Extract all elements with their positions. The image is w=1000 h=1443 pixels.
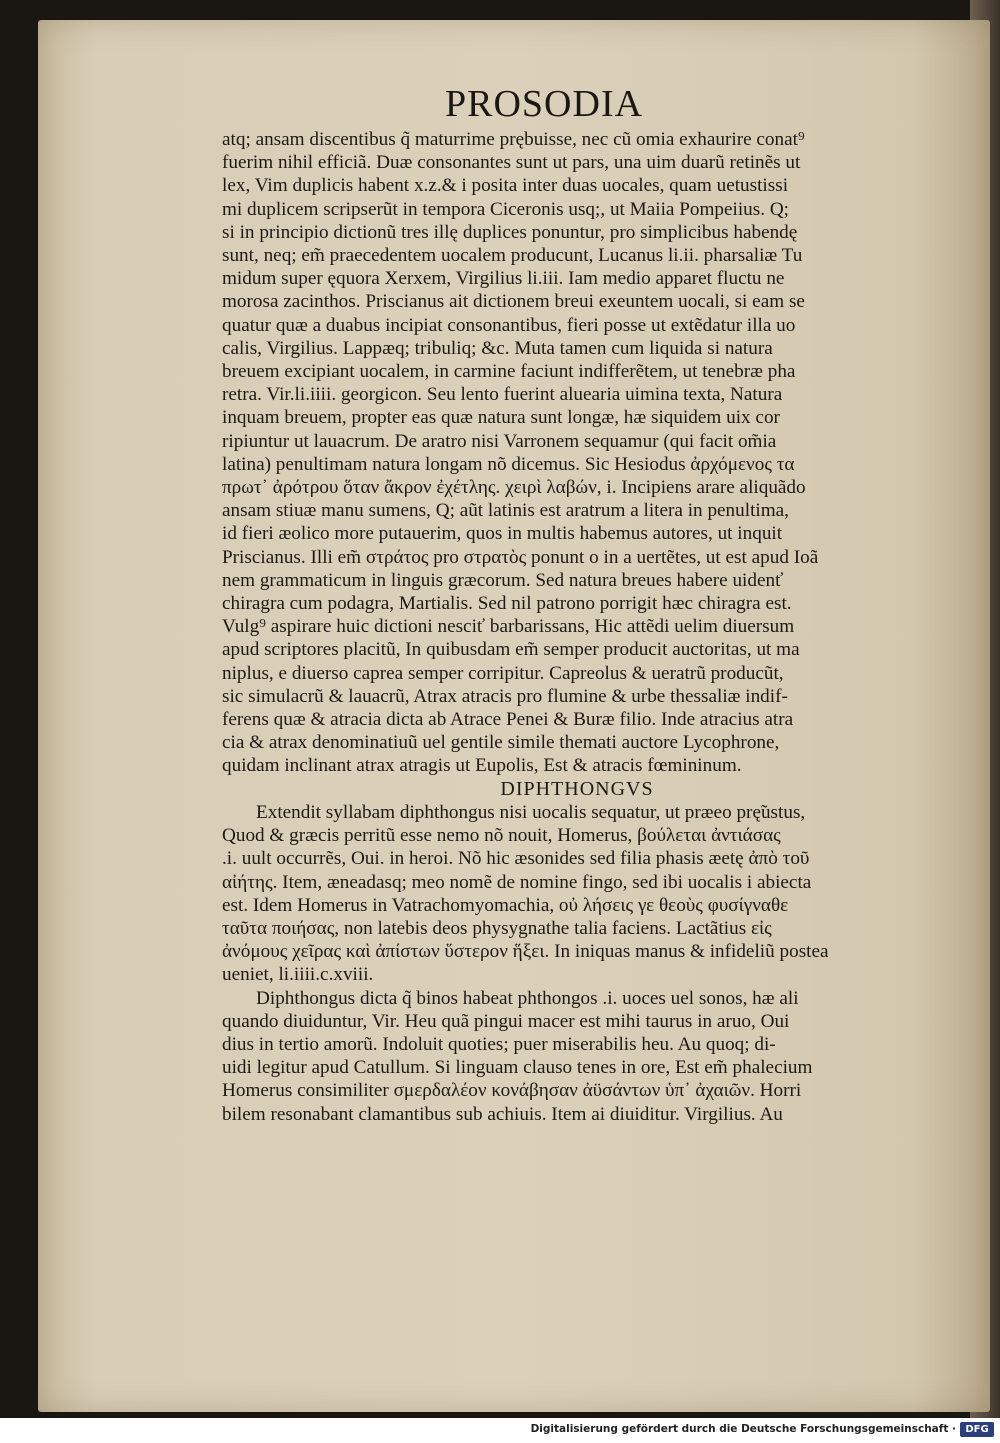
text-line: ταῦτα ποιήσας, non latebis deos physygnathe talia faciens. Lactãtius εἰς — [222, 917, 772, 939]
text-line: sunt, neq; em̃ praecedentem uocalem producunt, Lucanus li.ii. pharsaliæ Tu — [222, 245, 803, 267]
text-line: Priscianus. Illi em̃ στράτος pro στρατὸς ponunt o in a uertẽtes, ut est apud Ioã — [222, 546, 819, 568]
text-line: uidi legitur apud Catullum. Si linguam clauso tenes in ore, Est em̃ phalecium — [222, 1057, 813, 1079]
text-line: ripiuntur ut lauacrum. De aratro nisi Varronem sequamur (qui facit om̃ia — [222, 430, 777, 452]
text-line: ἀνόμους χεῖρας καὶ ἀπίστων ὕστερον ἥξει. In iniquas manus & infideliũ postea — [222, 941, 829, 963]
text-line: bilem resonabant clamantibus sub achiuis. Item ai diuiditur. Virgilius. Au — [222, 1103, 783, 1125]
text-line: morosa zacinthos. Priscianus ait dictionem breui exeuntem uocali, si eam se — [222, 291, 805, 313]
text-line: si in principio dictionũ tres illę duplices ponuntur, pro simplicibus habendę — [222, 221, 798, 243]
page-text — [222, 128, 912, 1126]
text-line: Extendit syllabam diphthongus nisi uocalis sequatur, ut præeo prę̃ustus, — [256, 801, 806, 823]
text-line: ueniet, li.iiii.c.xviii. — [222, 964, 374, 986]
text-line: dius in tertio amorũ. Indoluit quoties; puer miserabilis heu. Au quoq; di- — [222, 1033, 776, 1055]
text-line: latina) penultimam natura longam nõ dicemus. Sic Hesiodus ἀρχόμενος τα — [222, 453, 795, 475]
text-line: Vulg⁹ aspirare huic dictioni nesciť barbarissans, Hic attẽdi uelim diuersum — [222, 616, 795, 638]
text-line: nem grammaticum in linguis græcorum. Sed natura breues habere uidenť — [222, 569, 784, 591]
text-line: id fieri æolico more putauerim, quos in multis habemus autores, ut inquit — [222, 523, 783, 545]
text-line: mi duplicem scripserũt in tempora Ciceronis usq;, ut Maiia Pompeiius. Q; — [222, 198, 790, 220]
text-line: lex, Vim duplicis habent x.z.& i posita inter duas uocales, quam uetustissi — [222, 175, 789, 197]
footer-credit: Digitalisierung gefördert durch die Deutsche Forschungsgemeinschaft · — [530, 1423, 956, 1435]
text-line: chiragra cum podagra, Martialis. Sed nil patrono porrigit hæc chiragra est. — [222, 593, 792, 615]
text-line: .i. uult occurrẽs, Oui. in heroi. Nõ hic æsonides sed filia phasis æetę ἀπὸ τοῦ — [222, 848, 810, 870]
text-line: est. Idem Homerus in Vatrachomyomachia, οὐ λήσεις γε θεοὺς φυσίγναθε — [222, 894, 789, 916]
text-line: quatur quæ a duabus incipiat consonantibus, fieri posse ut extẽdatur illa uo — [222, 314, 796, 336]
text-line: ansam stiuæ manu sumens, Q; aũt latinis est aratrum a litera in penultima, — [222, 500, 789, 522]
text-line: Quod & græcis perritũ esse nemo nõ nouit, Homerus, βούλεται ἀντιάσας — [222, 825, 781, 847]
text-line: retra. Vir.li.iiii. georgicon. Seu lento fuerint aluearia uimina texta, Natura — [222, 384, 783, 406]
text-line: breuem excipiant uocalem, in carmine faciunt indifferẽtem, ut tenebræ pha — [222, 361, 796, 383]
section-title: DIPHTHONGVS — [500, 777, 654, 800]
text-line: ferens quæ & atracia dicta ab Atrace Penei & Buræ filio. Inde atracius atra — [222, 709, 794, 731]
text-line: niplus, e diuerso caprea semper corripitur. Capreolus & ueratrũ producũt, — [222, 662, 784, 684]
text-line: quidam inclinant atrax atragis ut Eupolis, Est & atracis fœmininum. — [222, 755, 742, 777]
text-line: πρωτ᾽ ἀρότρου ὅταν ἄκρον ἐχέτλης. χειρὶ λαβών, i. Incipiens arare aliquãdo — [222, 477, 806, 499]
paragraph-prosodia — [222, 128, 912, 778]
text-line: midum super ęquora Xerxem, Virgilius li.iii. Iam medio apparet fluctu ne — [222, 268, 785, 290]
text-line: calis, Virgilius. Lappæq; tribuliq; &c. Muta tamen cum liquida si natura — [222, 337, 773, 359]
paragraph-diphthongus-2 — [222, 987, 912, 1126]
text-line: fuerim nihil efficiã. Duæ consonantes sunt ut pars, una uim duarũ retinẽs ut — [222, 152, 801, 174]
page-heading: PROSODIA — [445, 83, 644, 125]
text-line: Homerus consimiliter σμερδαλέον κονάβησαν ἀϋσάντων ὑπ᾽ ἀχαιῶν. Horri — [222, 1080, 802, 1102]
text-line: Diphthongus dicta q̃ binos habeat phthongos .i. uoces uel sonos, hæ ali — [256, 987, 799, 1009]
text-line: sic simulacrũ & lauacrũ, Atrax atracis pro flumine & urbe thessaliæ indif- — [222, 685, 788, 707]
dfg-logo: DFG — [960, 1422, 994, 1437]
paragraph-diphthongus-1 — [222, 801, 912, 987]
text-line: quando diuiduntur, Vir. Heu quã pingui macer est mihi taurus in aruo, Oui — [222, 1010, 790, 1032]
text-line: atq; ansam discentibus q̃ maturrime prębuisse, nec cũ omia exhaurire conat⁹ — [222, 129, 805, 150]
text-line: cia & atrax denominatiuũ uel gentile simile themati auctore Lycophrone, — [222, 732, 780, 754]
text-line: inquam breuem, propter eas quæ natura sunt longæ, hæ siquidem uix cor — [222, 407, 780, 429]
text-line: apud scriptores placitũ, In quibusdam em̃ semper producit auctoritas, ut ma — [222, 639, 800, 661]
footer-bar — [0, 1418, 1000, 1443]
text-line: αἰήτης. Item, æneadasq; meo nomẽ de nomine fingo, sed ibi uocalis i abiecta — [222, 871, 812, 893]
